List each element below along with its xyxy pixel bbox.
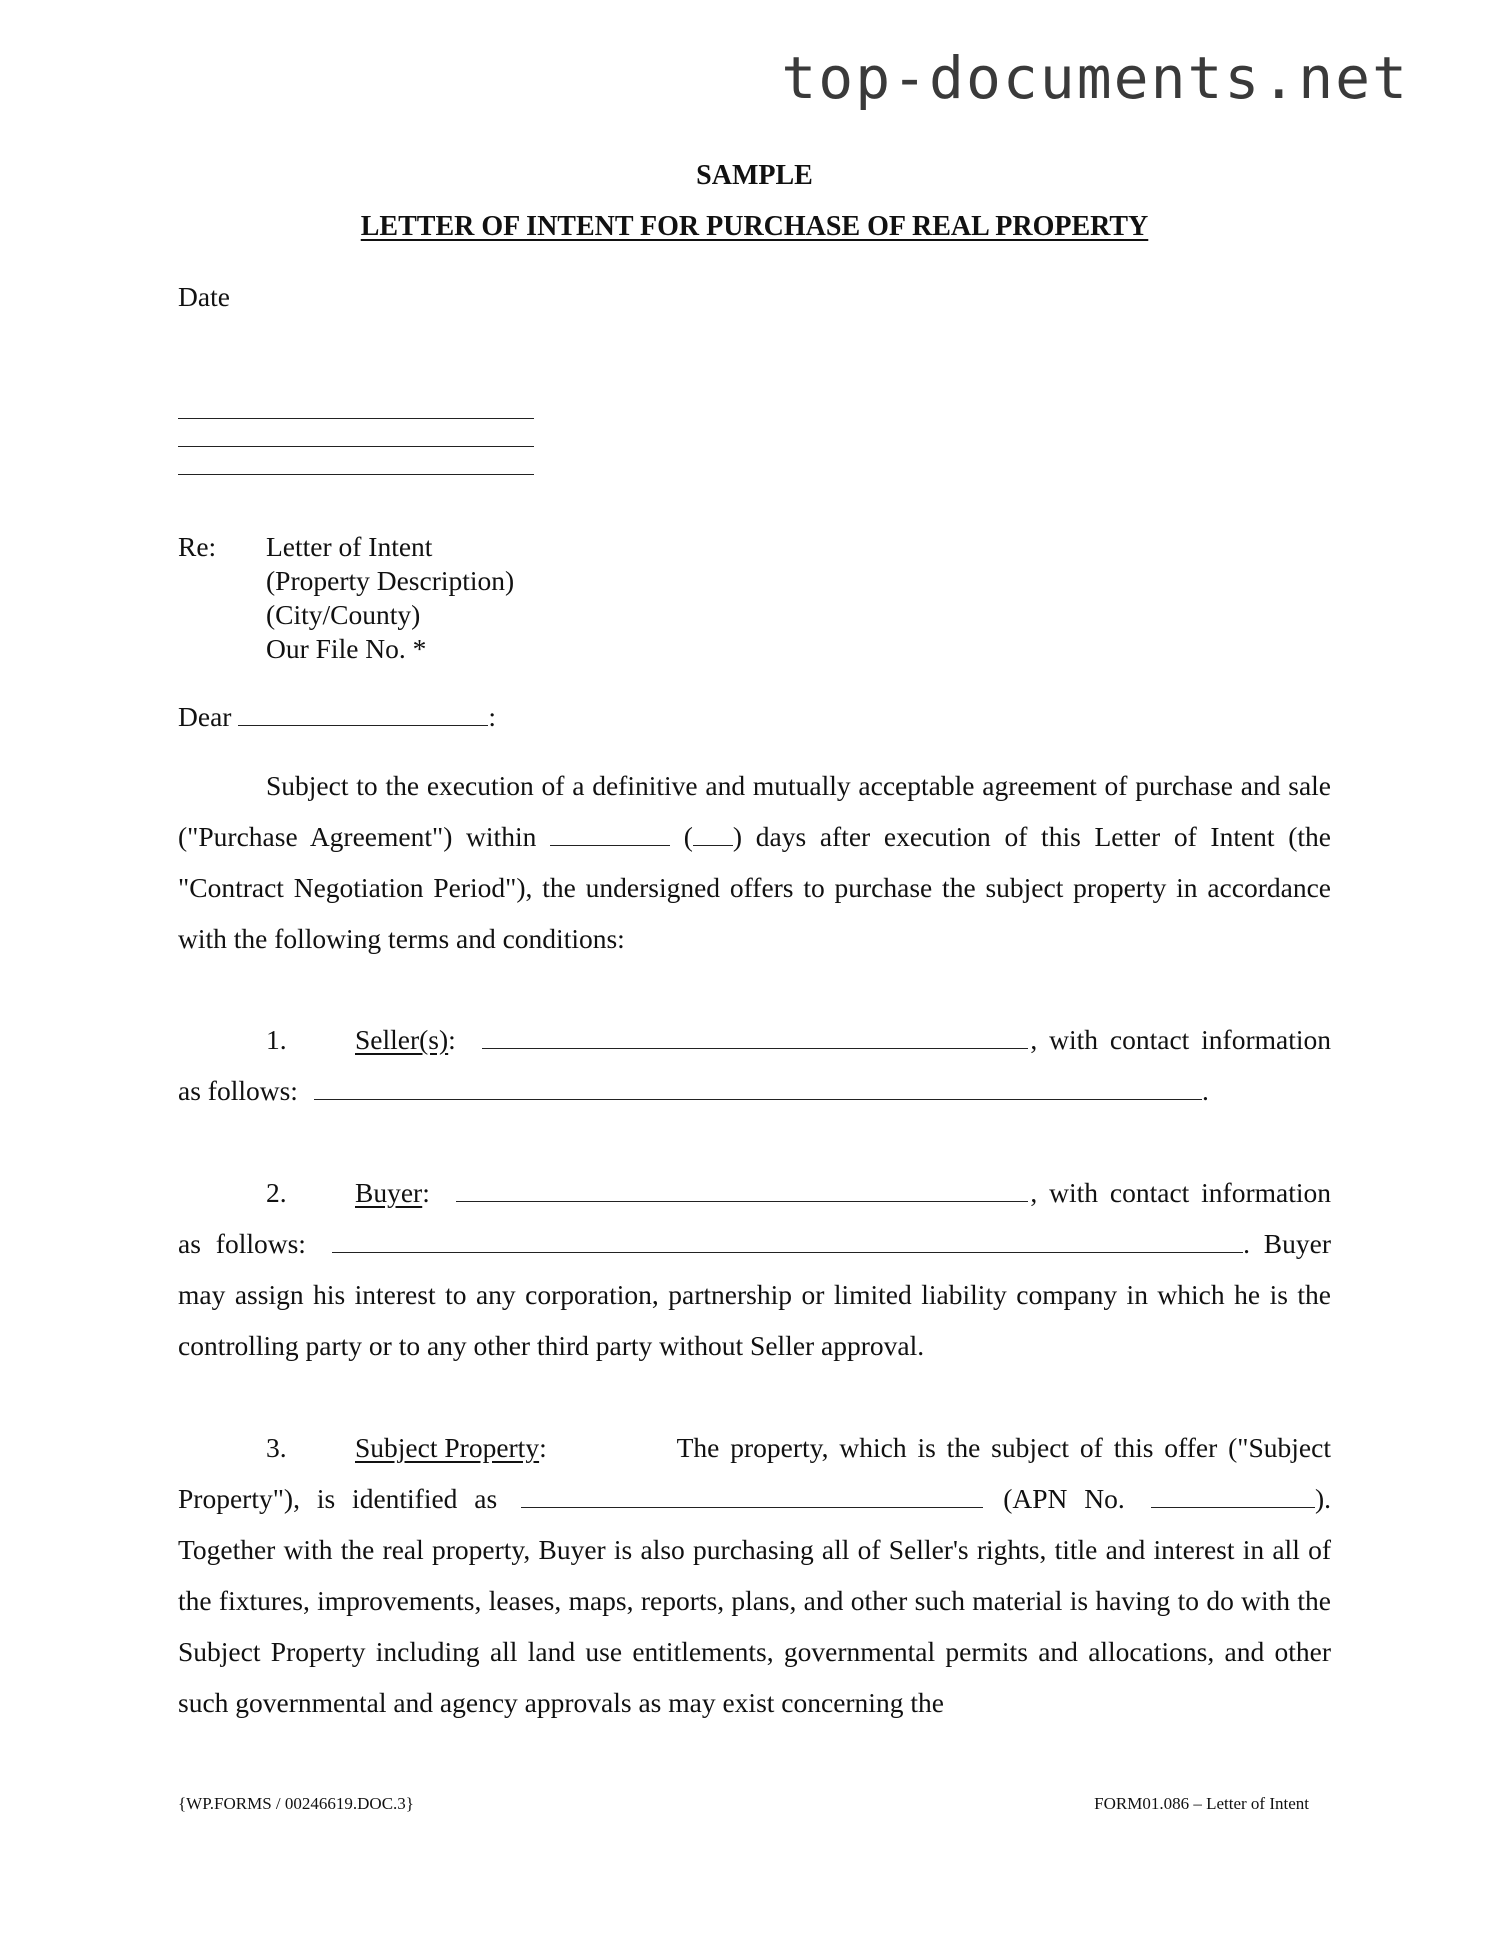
property-rights-text: Together with the real property, Buyer is also purchasing all of Seller's rights, title and interest in all of the fixtures, improvements, leases, maps, reports, plans, and other such material is having to do with the Subject Property including all land use entitlements, governmental permits and allocations, and other such governmental and agency approvals as may exist concerning the (178, 1534, 1331, 1718)
watermark: top-documents.net (781, 44, 1409, 112)
intro-text-1: Subject to the execution of a definitive and mutually acceptable agreement of purchase and sale ("Purchase Agreement") within (178, 770, 1331, 852)
document-title-text: LETTER OF INTENT FOR PURCHASE OF REAL PROPERTY (360, 211, 1149, 242)
footer-document-id: {WP.FORMS / 00246619.DOC.3} (178, 1794, 414, 1813)
address-blank-line-2[interactable] (178, 446, 534, 447)
address-blank-line-3[interactable] (178, 474, 534, 475)
intro-paragraph (178, 760, 1331, 964)
salutation-prefix: Dear (178, 701, 232, 732)
re-line: (Property Description) (266, 565, 515, 596)
buyer-line-1 (178, 1167, 1331, 1218)
property-identified-as: Property"), is identified as (178, 1483, 498, 1514)
property-description-blank[interactable] (521, 1481, 983, 1508)
seller-period: . (1201, 1075, 1209, 1106)
re-line: Our File No. * (266, 633, 427, 664)
buyer-contact-blank[interactable] (332, 1226, 1243, 1253)
seller-colon: : (448, 1024, 456, 1055)
salutation (178, 699, 496, 733)
item-number: 2. (266, 1177, 287, 1208)
date-label: Date (178, 281, 230, 312)
apn-number-blank[interactable] (1151, 1481, 1315, 1508)
apn-close: ). (1314, 1483, 1331, 1514)
seller-heading: Seller(s) (355, 1024, 449, 1055)
salutation-colon: : (488, 701, 496, 732)
seller-line-1 (178, 1014, 1331, 1065)
item-number: 3. (266, 1432, 287, 1463)
buyer-as-follows: as follows: (178, 1228, 306, 1259)
footer-form-number: FORM01.086 – Letter of Intent (1094, 1794, 1309, 1813)
seller-line-2 (178, 1065, 1331, 1116)
buyer-assignment-text: may assign his interest to any corporation, partnership or limited liability company in which he is the controlling party or to any other third party without Seller approval. (178, 1279, 1331, 1361)
days-words-blank[interactable] (550, 819, 670, 846)
document-title (178, 211, 1331, 243)
buyer-line-2 (178, 1218, 1331, 1269)
buyer-colon: : (422, 1177, 430, 1208)
sample-heading: SAMPLE (696, 160, 813, 191)
seller-as-follows: as follows: (178, 1075, 298, 1106)
intro-text-2: ( (683, 821, 693, 852)
re-lines (266, 530, 514, 666)
buyer-heading: Buyer (355, 1177, 423, 1208)
address-blank-line-1[interactable] (178, 418, 534, 419)
property-colon: : (539, 1432, 547, 1463)
property-line-2 (178, 1473, 1331, 1524)
intro-text-3: ) days after execution of this Letter of Intent (the "Contract Negotiation Period"), the undersigned offers to purchase the subject property in accordance with the following terms and conditions: (178, 821, 1331, 954)
buyer-name-blank[interactable] (456, 1175, 1029, 1202)
property-intro-text: The property, which is the subject of this offer ("Subject (676, 1432, 1331, 1463)
buyer-contact-text: , with contact information (1030, 1177, 1331, 1208)
item-number: 1. (266, 1024, 287, 1055)
re-line: Letter of Intent (266, 531, 433, 562)
re-line: (City/County) (266, 599, 421, 630)
buyer-period: . Buyer (1243, 1228, 1331, 1259)
seller-contact-blank[interactable] (314, 1073, 1202, 1100)
property-line-1 (178, 1422, 1331, 1473)
property-heading: Subject Property (355, 1432, 540, 1463)
seller-name-blank[interactable] (482, 1022, 1029, 1049)
apn-label: (APN No. (1003, 1483, 1125, 1514)
days-number-blank[interactable] (693, 819, 733, 846)
seller-contact-text: , with contact information (1030, 1024, 1331, 1055)
salutation-name-blank[interactable] (238, 699, 488, 726)
re-label: Re: (178, 531, 217, 562)
